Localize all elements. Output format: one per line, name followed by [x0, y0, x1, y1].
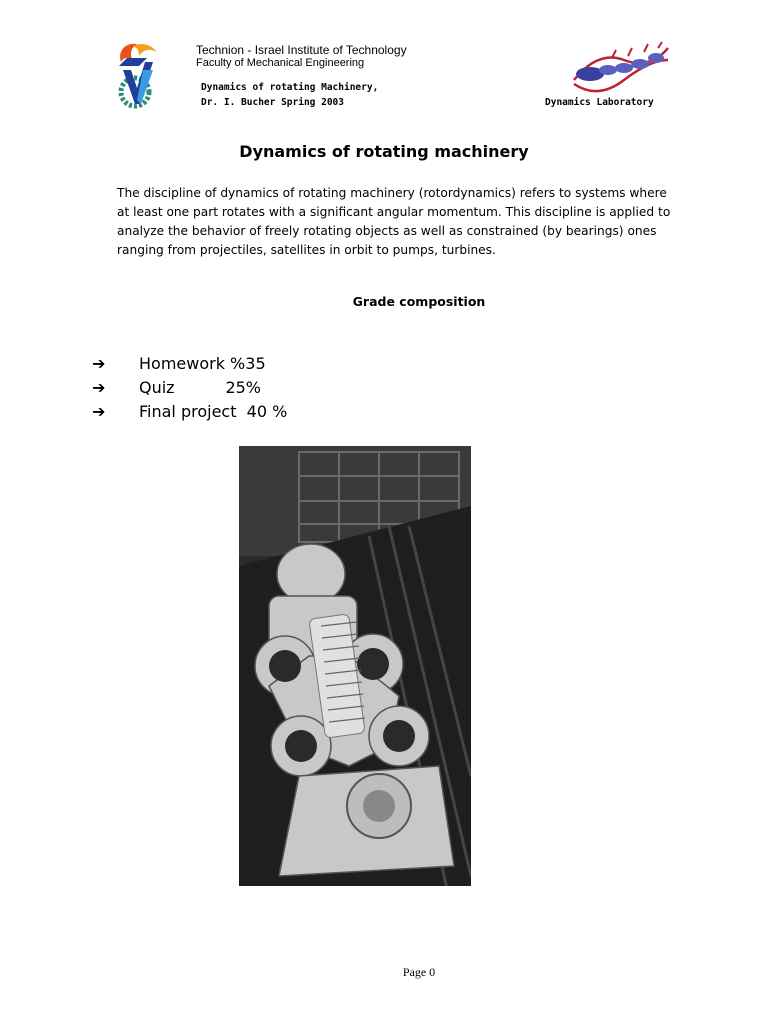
- course-name: Dynamics of rotating Machinery,: [201, 82, 379, 93]
- arrow-icon: ➔: [92, 402, 106, 421]
- paragraph-line: ranging from projectiles, satellites in orbit to pumps, turbines.: [117, 243, 496, 257]
- grade-text: Final project 40 %: [139, 402, 288, 421]
- faculty-name: Faculty of Mechanical Engineering: [196, 57, 365, 69]
- grade-item-final-project: [92, 402, 287, 421]
- lecturer-term: Dr. I. Bucher Spring 2003: [201, 97, 344, 108]
- grade-heading: Grade composition: [352, 294, 486, 309]
- paragraph-line: at least one part rotates with a significant angular momentum. This discipline is applied to: [117, 205, 671, 219]
- page-number: Page 0: [402, 965, 436, 979]
- dynamics-lab-logo: [568, 40, 672, 98]
- intro-paragraph: [117, 184, 729, 260]
- grade-text: Quiz 25%: [139, 378, 261, 397]
- institute-name: Technion - Israel Institute of Technology: [196, 43, 407, 57]
- document-title: Dynamics of rotating machinery: [239, 142, 529, 161]
- grade-item-quiz: [92, 378, 261, 397]
- grade-item-homework: [92, 354, 266, 373]
- arrow-icon: ➔: [92, 354, 106, 373]
- paragraph-line: analyze the behavior of freely rotating objects as well as constrained (by bearings) ones: [117, 224, 657, 238]
- turbine-photo: [239, 446, 471, 898]
- lab-name: Dynamics Laboratory: [545, 97, 654, 108]
- grade-text: Homework %35: [139, 354, 266, 373]
- arrow-icon: ➔: [92, 378, 106, 397]
- technion-logo: [113, 40, 163, 110]
- paragraph-line: The discipline of dynamics of rotating machinery (rotordynamics) refers to systems where: [117, 186, 667, 200]
